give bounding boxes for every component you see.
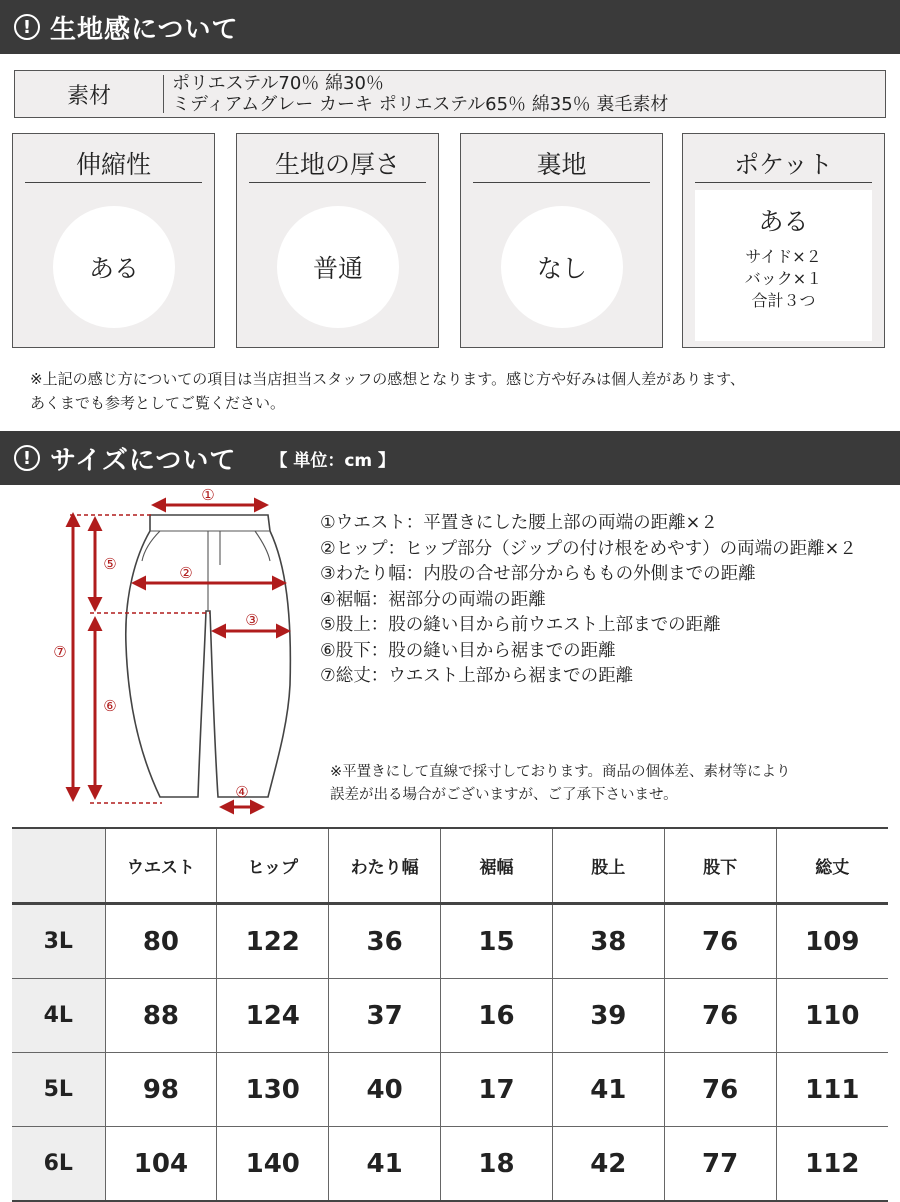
pocket-value: ある <box>758 207 809 236</box>
size-note-line-1: ※平置きにして直線で採寸しております。商品の個体差、素材等により <box>330 764 791 780</box>
pants-measurement-diagram <box>0 485 310 815</box>
table-row <box>12 904 888 979</box>
header-thigh: わたり幅 <box>329 828 441 904</box>
unit-label: 【 単位：cm 】 <box>270 450 396 471</box>
fabric-note <box>30 367 745 415</box>
size-value-cell: 122 <box>217 904 329 979</box>
marker-5: ⑤ <box>103 555 117 573</box>
size-value-cell: 77 <box>664 1127 776 1202</box>
pocket-back: バック×１ <box>744 269 823 288</box>
stretch-title: 伸縮性 <box>25 148 202 183</box>
material-line-2: ミディアムグレー カーキ ポリエステル65％ 綿35％ 裏毛素材 <box>172 94 669 115</box>
header-rise: 股上 <box>552 828 664 904</box>
size-value-cell: 124 <box>217 979 329 1053</box>
legend-length: ⑦総丈：ウエスト上部から裾までの距離 <box>320 666 634 686</box>
size-note <box>330 761 791 807</box>
size-value-cell: 76 <box>664 904 776 979</box>
lining-title: 裏地 <box>473 148 650 183</box>
size-value-cell: 110 <box>776 979 888 1053</box>
size-value-cell: 18 <box>441 1127 553 1202</box>
stretch-value: ある <box>53 206 175 328</box>
header-waist: ウエスト <box>105 828 217 904</box>
header-inseam: 股下 <box>664 828 776 904</box>
material-label: 素材 <box>15 75 164 113</box>
legend-rise: ⑤股上：股の縫い目から前ウエスト上部までの距離 <box>320 615 721 635</box>
size-value-cell: 140 <box>217 1127 329 1202</box>
marker-1: ① <box>201 486 215 504</box>
size-value-cell: 38 <box>552 904 664 979</box>
exclamation-circle-icon: ! <box>14 14 40 40</box>
size-value-cell: 37 <box>329 979 441 1053</box>
pocket-card <box>682 133 885 348</box>
fabric-note-line-1: ※上記の感じ方についての項目は当店担当スタッフの感想となります。感じ方や好みは個人差があります、 <box>30 370 745 388</box>
size-value-cell: 130 <box>217 1053 329 1127</box>
legend-thigh: ③わたり幅：内股の合せ部分からももの外側までの距離 <box>320 564 756 584</box>
size-label: 6L <box>12 1127 105 1202</box>
size-value-cell: 98 <box>105 1053 217 1127</box>
marker-4: ④ <box>235 783 249 801</box>
material-line-1: ポリエステル70％ 綿30％ <box>172 73 384 94</box>
size-value-cell: 88 <box>105 979 217 1053</box>
fabric-section-title: 生地感について <box>50 14 239 45</box>
measurement-legend <box>320 511 857 690</box>
lining-value: なし <box>501 206 623 328</box>
marker-3: ③ <box>245 611 259 629</box>
size-value-cell: 41 <box>329 1127 441 1202</box>
thickness-title: 生地の厚さ <box>249 148 426 183</box>
header-hem: 裾幅 <box>441 828 553 904</box>
size-value-cell: 76 <box>664 979 776 1053</box>
size-value-cell: 112 <box>776 1127 888 1202</box>
size-section-header <box>0 431 900 485</box>
legend-inseam: ⑥股下：股の縫い目から裾までの距離 <box>320 640 616 661</box>
size-value-cell: 41 <box>552 1053 664 1127</box>
pocket-side: サイド×２ <box>745 247 822 266</box>
header-length: 総丈 <box>776 828 888 904</box>
size-value-cell: 40 <box>329 1053 441 1127</box>
size-label: 3L <box>12 904 105 979</box>
size-value-cell: 17 <box>441 1053 553 1127</box>
lining-card <box>460 133 663 348</box>
size-value-cell: 15 <box>441 904 553 979</box>
size-value-cell: 76 <box>664 1053 776 1127</box>
marker-7: ⑦ <box>53 643 67 661</box>
stretch-card <box>12 133 215 348</box>
pocket-details <box>695 190 872 341</box>
size-label: 4L <box>12 979 105 1053</box>
size-label: 5L <box>12 1053 105 1127</box>
legend-hip: ②ヒップ：ヒップ部分（ジップの付け根をめやす）の両端の距離×２ <box>320 538 857 559</box>
size-value-cell: 16 <box>441 979 553 1053</box>
header-hip: ヒップ <box>217 828 329 904</box>
thickness-value: 普通 <box>277 206 399 328</box>
size-value-cell: 104 <box>105 1127 217 1202</box>
size-value-cell: 42 <box>552 1127 664 1202</box>
thickness-card <box>236 133 439 348</box>
size-section-title: サイズについて <box>50 445 237 476</box>
marker-6: ⑥ <box>103 697 117 715</box>
fabric-note-line-2: あくまでも参考としてご覧ください。 <box>30 394 286 412</box>
material-values <box>164 71 668 117</box>
size-value-cell: 36 <box>329 904 441 979</box>
size-value-cell: 109 <box>776 904 888 979</box>
table-row <box>12 1053 888 1127</box>
size-value-cell: 39 <box>552 979 664 1053</box>
exclamation-circle-icon: ! <box>14 445 40 471</box>
size-table <box>12 827 888 1202</box>
size-value-cell: 80 <box>105 904 217 979</box>
table-header-row <box>12 828 888 904</box>
size-note-line-2: 誤差が出る場合がございますが、ご了承下さいませ。 <box>330 787 678 803</box>
marker-2: ② <box>179 564 193 582</box>
fabric-section-header <box>0 0 900 54</box>
material-row <box>14 70 886 118</box>
pocket-total: 合計３つ <box>751 291 816 310</box>
table-row <box>12 979 888 1053</box>
legend-waist: ①ウエスト：平置きにした腰上部の両端の距離×２ <box>320 513 718 533</box>
legend-hem: ④裾幅：裾部分の両端の距離 <box>320 589 546 610</box>
pocket-title: ポケット <box>695 148 872 183</box>
header-corner <box>12 828 105 904</box>
table-row <box>12 1127 888 1202</box>
size-value-cell: 111 <box>776 1053 888 1127</box>
